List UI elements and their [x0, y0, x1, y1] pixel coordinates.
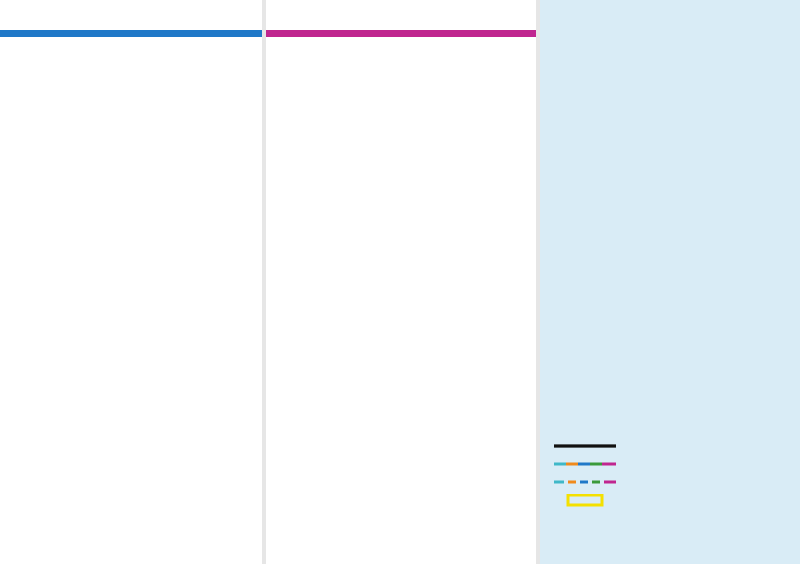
legend-coarse-tunnel — [554, 476, 794, 490]
tunnel-route-swatch — [554, 476, 618, 490]
map-blue — [0, 37, 262, 564]
info-sidebar — [540, 0, 800, 564]
variant-color-bar — [266, 30, 536, 37]
map-panel-blue — [0, 0, 262, 564]
map-panel-violet — [266, 0, 536, 564]
map-credits — [558, 518, 598, 537]
legend-existing — [554, 440, 794, 454]
legend-coarse — [554, 458, 794, 472]
legend-junction — [554, 494, 794, 508]
coarse-route-swatch — [554, 458, 618, 472]
variant-color-bar — [0, 30, 262, 37]
credits-austria — [558, 528, 598, 538]
existing-rail-swatch — [554, 440, 618, 454]
junction-swatch — [554, 494, 618, 508]
credits-germany — [558, 518, 598, 528]
map-violet — [266, 37, 536, 564]
